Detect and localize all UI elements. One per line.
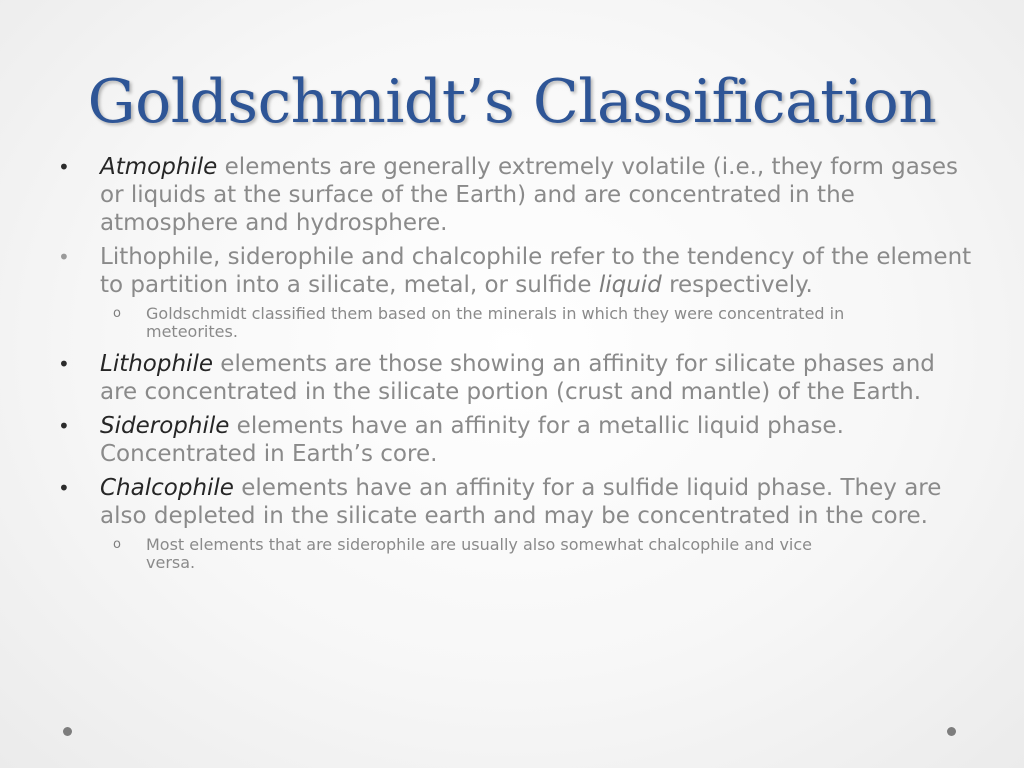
bullet-marker: •: [58, 155, 70, 179]
bullet-lithophile: [58, 350, 978, 406]
bullet-marker: •: [58, 245, 70, 269]
sub-bullet-vice-versa: [113, 536, 863, 572]
bullet-marker: •: [58, 414, 70, 438]
bullet-text: elements are generally extremely volatile (i.e., they form gases or liquids at the surface of the Earth) and are concentrated in the atmosphere and hydrosphere.: [100, 154, 958, 236]
bullet-chalcophile: [58, 474, 978, 530]
term-siderophile: Siderophile: [100, 413, 230, 439]
term-liquid: liquid: [598, 272, 662, 298]
bullet-marker: •: [58, 352, 70, 376]
slide-title: Goldschmidt’s Classification: [87, 67, 937, 137]
bullet-siderophile: [58, 412, 978, 468]
sub-bullet-marker: o: [113, 306, 121, 321]
sub-bullet-text: Most elements that are siderophile are usually also somewhat chalcophile and vice versa.: [146, 535, 813, 572]
term-lithophile: Lithophile: [100, 351, 213, 377]
bullet-atmophile: [58, 153, 978, 237]
term-chalcophile: Chalcophile: [100, 475, 234, 501]
bullet-text: elements have an affinity for a metallic liquid phase. Concentrated in Earth’s core.: [100, 413, 844, 467]
term-atmophile: Atmophile: [100, 154, 218, 180]
bullet-tendency: [58, 243, 978, 299]
bullet-text-end: respectively.: [661, 272, 813, 298]
bullet-text: elements are those showing an affinity for silicate phases and are concentrated in the silicate portion (crust and mantle) of the Earth.: [100, 351, 935, 405]
bullet-text: elements have an affinity for a sulfide liquid phase. They are also depleted in the silicate earth and may be concentrated in the core.: [100, 475, 942, 529]
decorative-dot-right: [947, 727, 956, 736]
slide-body: [58, 153, 978, 581]
sub-bullet-meteorites: [113, 305, 863, 341]
bullet-text: Lithophile, siderophile and chalcophile refer to the tendency of the element to partition into a silicate, metal, or sulfide: [100, 244, 972, 298]
decorative-dot-left: [63, 727, 72, 736]
bullet-marker: •: [58, 476, 70, 500]
sub-bullet-text: Goldschmidt classified them based on the minerals in which they were concentrated in meteorites.: [146, 304, 845, 341]
sub-bullet-marker: o: [113, 537, 121, 552]
